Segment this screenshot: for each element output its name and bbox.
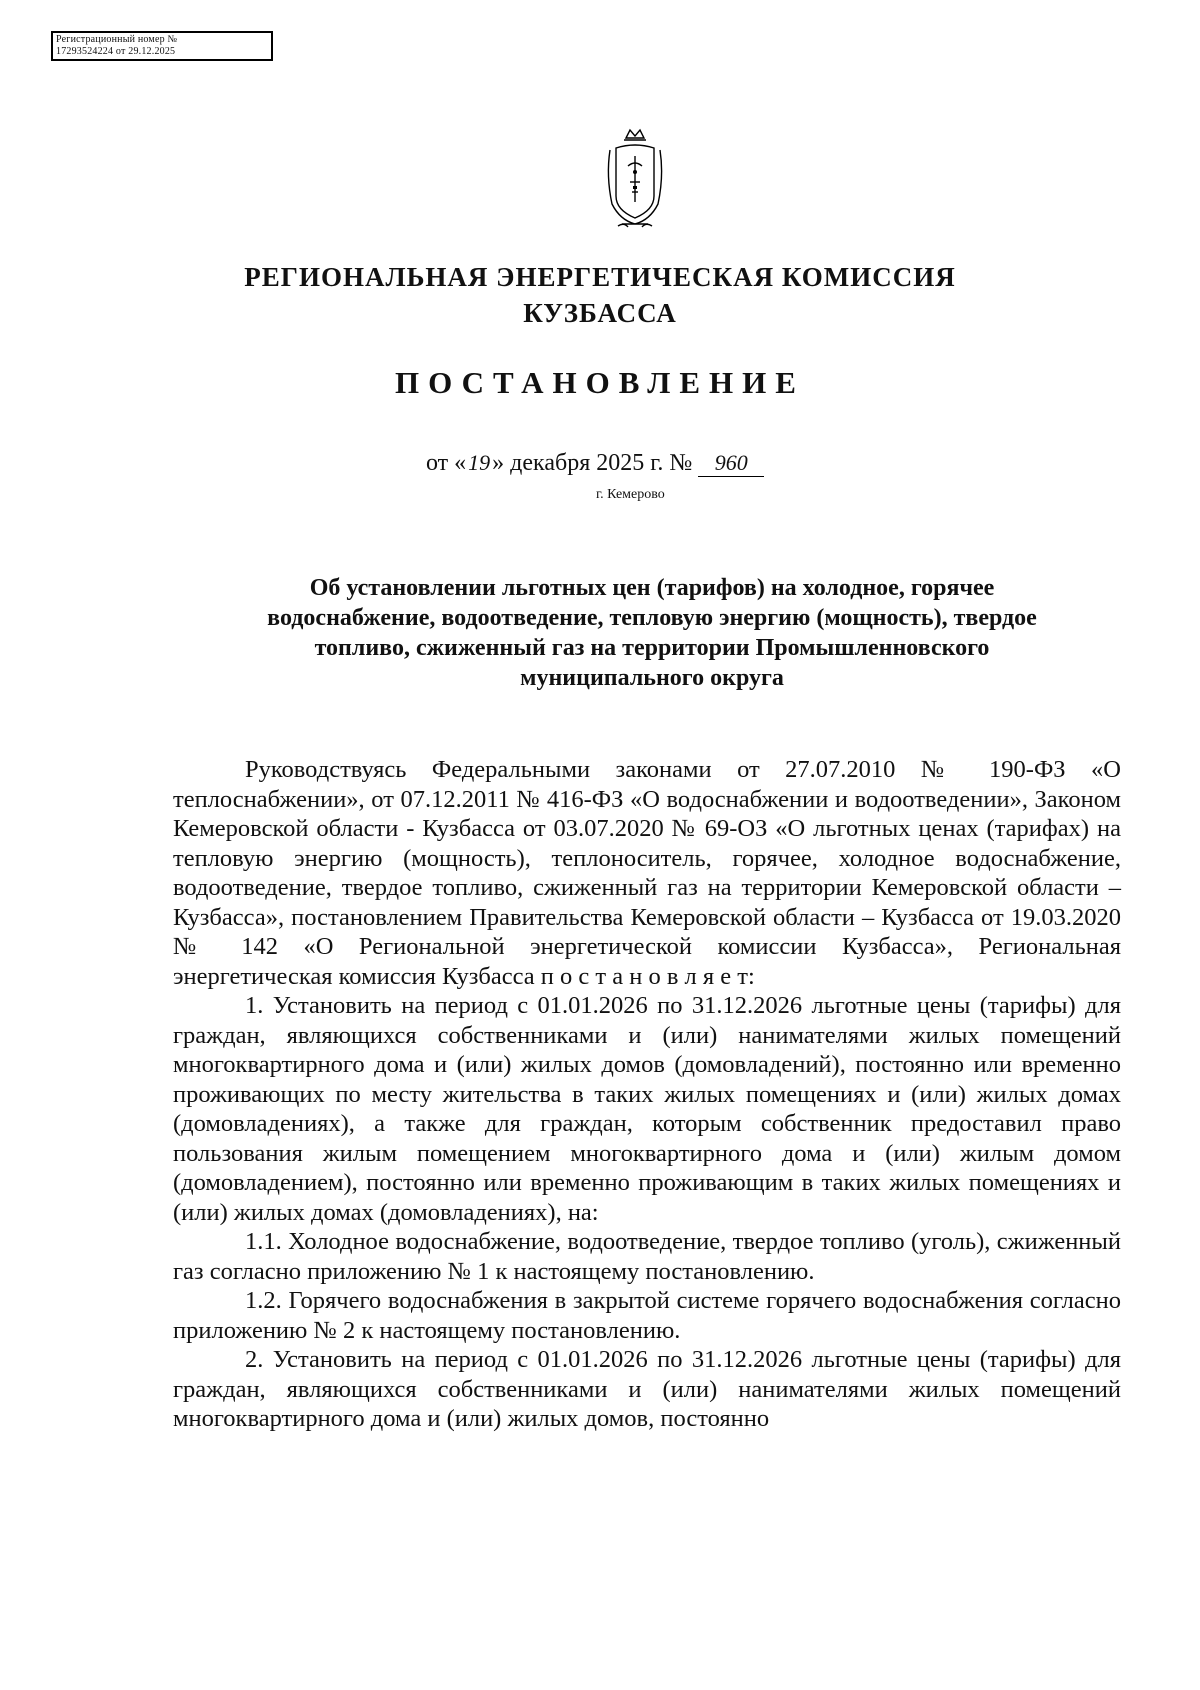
registration-line-2: 17293524224 от 29.12.2025 (56, 46, 176, 57)
item-1-paragraph: 1. Установить на период с 01.01.2026 по 31.12.2026 льготные цены (тарифы) для граждан, являющихся собственниками и (или) нанимателями жилых помещений многоквартирного дома и (или) жилых домов (домовладений), постоянно или временно проживающих по месту жительства в таких жилых помещениях и (или) жилых домах (домовладениях), а также для граждан, которым собственник предоставил право пользования жилым помещением многоквартирного дома и (или) жилым домом (домовладением), постоянно или временно проживающим в таких жилых помещениях и (или) жилых домах (домовладениях), на: (173, 992, 1121, 1226)
title-line-1: Об установлении льготных цен (тарифов) на холодное, горячее (309, 575, 995, 601)
date-day: 19 (468, 450, 491, 475)
document-body (173, 755, 1121, 1434)
organization-region: КУЗБАССА (523, 298, 677, 328)
date-middle: » декабря 2025 г. № (492, 450, 693, 476)
registration-stamp (51, 31, 273, 61)
registration-line-1: Регистрационный номер № (56, 34, 178, 45)
title-line-4: муниципального округа (520, 665, 784, 691)
item-1-2-paragraph: 1.2. Горячего водоснабжения в закрытой системе горячего водоснабжения согласно приложению № 2 к настоящему постановлению. (173, 1287, 1121, 1344)
organization-name: РЕГИОНАЛЬНАЯ ЭНЕРГЕТИЧЕСКАЯ КОМИССИЯ (244, 262, 956, 292)
document-title (182, 573, 1122, 693)
coat-of-arms-icon (604, 126, 666, 230)
document-number: 960 (698, 450, 764, 477)
document-date-line (426, 450, 764, 477)
preamble-paragraph: Руководствуясь Федеральными законами от 27.07.2010 № 190-ФЗ «О теплоснабжении», от 07.12.2011 № 416-ФЗ «О водоснабжении и водоотведении», Законом Кемеровской области - Кузбасса от 03.07.2020 № 69-ОЗ «О льготных ценах (тарифах) на тепловую энергию (мощность), теплоноситель, горячее, холодное водоснабжение, водоотведение, твердое топливо, сжиженный газ на территории Кемеровской области – Кузбасса», постановлением Правительства Кемеровской области – Кузбасса от 19.03.2020 № 142 «О Региональной энергетической комиссии Кузбасса», Региональная энергетическая комиссия Кузбасса п о с т а н о в л я е т: (173, 756, 1121, 990)
title-line-2: водоснабжение, водоотведение, тепловую энергию (мощность), твердое (267, 605, 1037, 631)
date-prefix: от « (426, 450, 467, 476)
item-2-paragraph: 2. Установить на период с 01.01.2026 по 31.12.2026 льготные цены (тарифы) для граждан, являющихся собственниками и (или) нанимателями жилых помещений многоквартирного дома и (или) жилых домов, постоянно (173, 1346, 1121, 1432)
city: г. Кемерово (596, 487, 665, 502)
document-type: ПОСТАНОВЛЕНИЕ (395, 365, 805, 400)
title-line-3: топливо, сжиженный газ на территории Промышленновского (314, 635, 990, 661)
item-1-1-paragraph: 1.1. Холодное водоснабжение, водоотведение, твердое топливо (уголь), сжиженный газ согласно приложению № 1 к настоящему постановлению. (173, 1228, 1121, 1285)
